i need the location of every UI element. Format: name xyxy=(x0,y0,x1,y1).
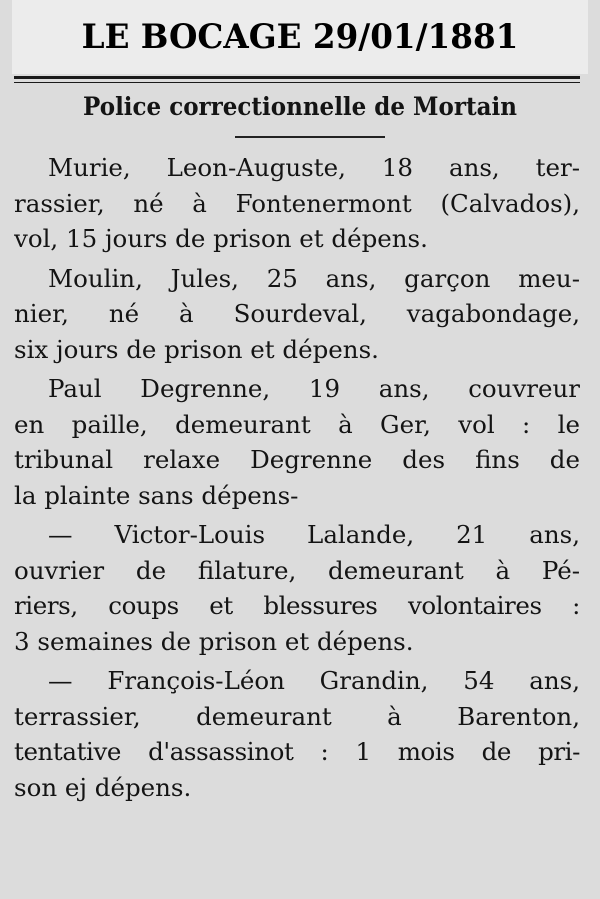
heading-underline-rule xyxy=(235,136,385,138)
article-line: en paille, demeurant à Ger, vol : le xyxy=(14,409,580,439)
article-line: son ej dépens. xyxy=(14,772,192,802)
article-line: — François-Léon Grandin, 54 ans, xyxy=(48,666,580,695)
article-line: Murie, Leon-Auguste, 18 ans, ter- xyxy=(48,153,580,182)
article-line: tribunal relaxe Degrenne des fins de xyxy=(14,445,580,474)
article-line: ouvrier de filature, demeurant à Pé- xyxy=(14,555,580,585)
masthead-rule-thick xyxy=(14,76,580,79)
article-body xyxy=(14,150,580,805)
article-line: terrassier, demeurant à Barenton, xyxy=(14,701,580,731)
article-line: 3 semaines de prison et dépens. xyxy=(14,626,414,656)
article-line: la plainte sans dépens- xyxy=(14,480,299,510)
masthead-title: LE BOCAGE 29/01/1881 xyxy=(12,0,588,74)
article-line: vol, 15 jours de prison et dépens. xyxy=(14,224,428,253)
article-line: riers, coups et blessures volontaires : xyxy=(14,591,580,620)
article-line: six jours de prison et dépens. xyxy=(14,334,379,364)
article-line: nier, né à Sourdeval, vagabondage, xyxy=(14,299,580,328)
article-line: Moulin, Jules, 25 ans, garçon meu- xyxy=(48,263,580,293)
article-line: — Victor-Louis Lalande, 21 ans, xyxy=(48,520,580,549)
article-line: Paul Degrenne, 19 ans, couvreur xyxy=(48,374,580,403)
article-line: tentative d'assassinot : 1 mois de pri- xyxy=(14,737,580,766)
article-heading: Police correctionnelle de Mortain xyxy=(83,92,517,121)
masthead-rule-thin xyxy=(14,82,580,83)
article-line: rassier, né à Fontenermont (Calvados), xyxy=(14,188,580,218)
